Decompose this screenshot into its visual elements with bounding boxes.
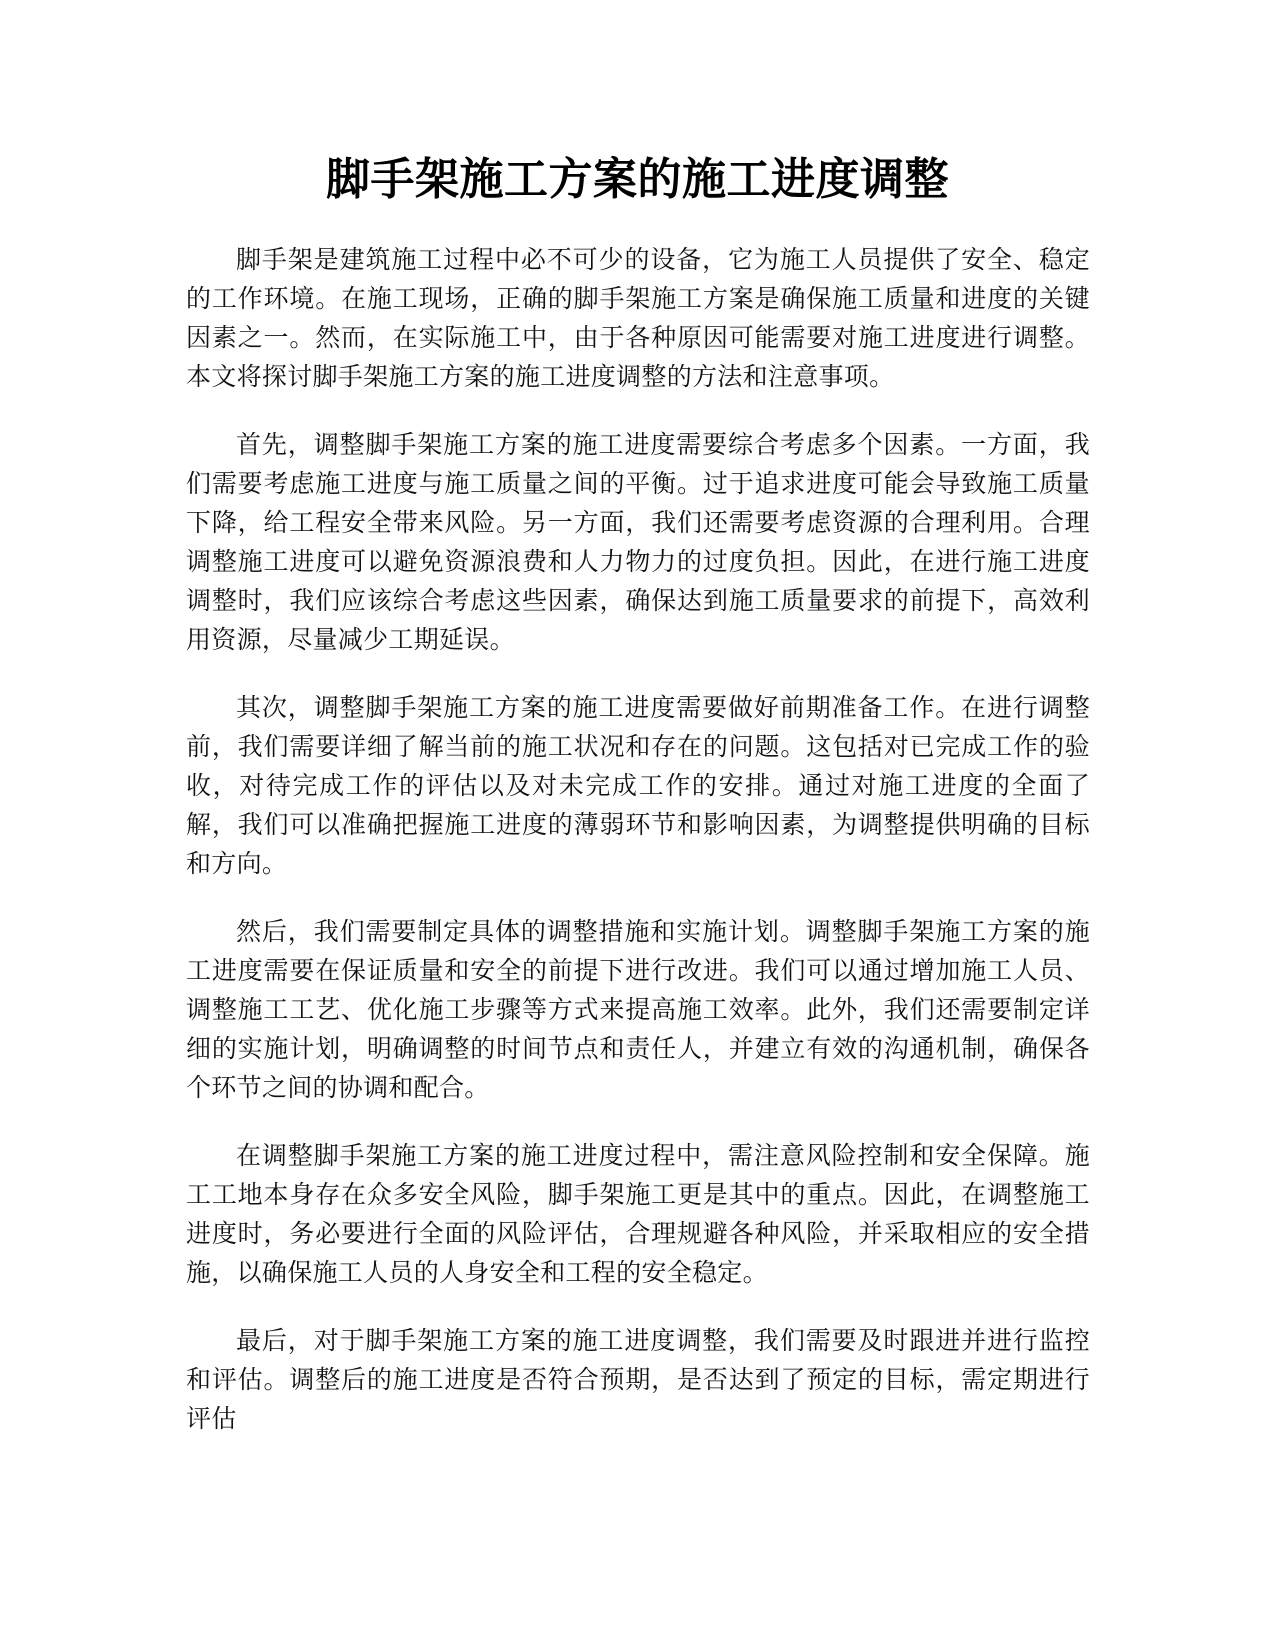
paragraph-2: 首先，调整脚手架施工方案的施工进度需要综合考虑多个因素。一方面，我们需要考虑施工进度与施工质量之间的平衡。过于追求进度可能会导致施工质量下降，给工程安全带来风险。另一方面，我们还需要考虑资源的合理利用。合理调整施工进度可以避免资源浪费和人力物力的过度负担。因此，在进行施工进度调整时，我们应该综合考虑这些因素，确保达到施工质量要求的前提下，高效利用资源，尽量减少工期延误。 [186,430,1090,654]
paragraph-5: 在调整脚手架施工方案的施工进度过程中，需注意风险控制和安全保障。施工工地本身存在众多安全风险，脚手架施工更是其中的重点。因此，在调整施工进度时，务必要进行全面的风险评估，合理规避各种风险，并采取相应的安全措施，以确保施工人员的人身安全和工程的安全稳定。 [186,1141,1090,1287]
document-body [186,240,1090,1467]
paragraph-3: 其次，调整脚手架施工方案的施工进度需要做好前期准备工作。在进行调整前，我们需要详细了解当前的施工状况和存在的问题。这包括对已完成工作的验收，对待完成工作的评估以及对未完成工作的安排。通过对施工进度的全面了解，我们可以准确把握施工进度的薄弱环节和影响因素，为调整提供明确的目标和方向。 [186,693,1090,878]
paragraph-4: 然后，我们需要制定具体的调整措施和实施计划。调整脚手架施工方案的施工进度需要在保证质量和安全的前提下进行改进。我们可以通过增加施工人员、调整施工工艺、优化施工步骤等方式来提高施工效率。此外，我们还需要制定详细的实施计划，明确调整的时间节点和责任人，并建立有效的沟通机制，确保各个环节之间的协调和配合。 [186,917,1090,1102]
document-title: 脚手架施工方案的施工进度调整 [326,154,949,205]
paragraph-1: 脚手架是建筑施工过程中必不可少的设备，它为施工人员提供了安全、稳定的工作环境。在施工现场，正确的脚手架施工方案是确保施工质量和进度的关键因素之一。然而，在实际施工中，由于各种原因可能需要对施工进度进行调整。本文将探讨脚手架施工方案的施工进度调整的方法和注意事项。 [186,245,1090,391]
paragraph-6: 最后，对于脚手架施工方案的施工进度调整，我们需要及时跟进并进行监控和评估。调整后的施工进度是否符合预期，是否达到了预定的目标，需定期进行评估 [186,1326,1090,1433]
